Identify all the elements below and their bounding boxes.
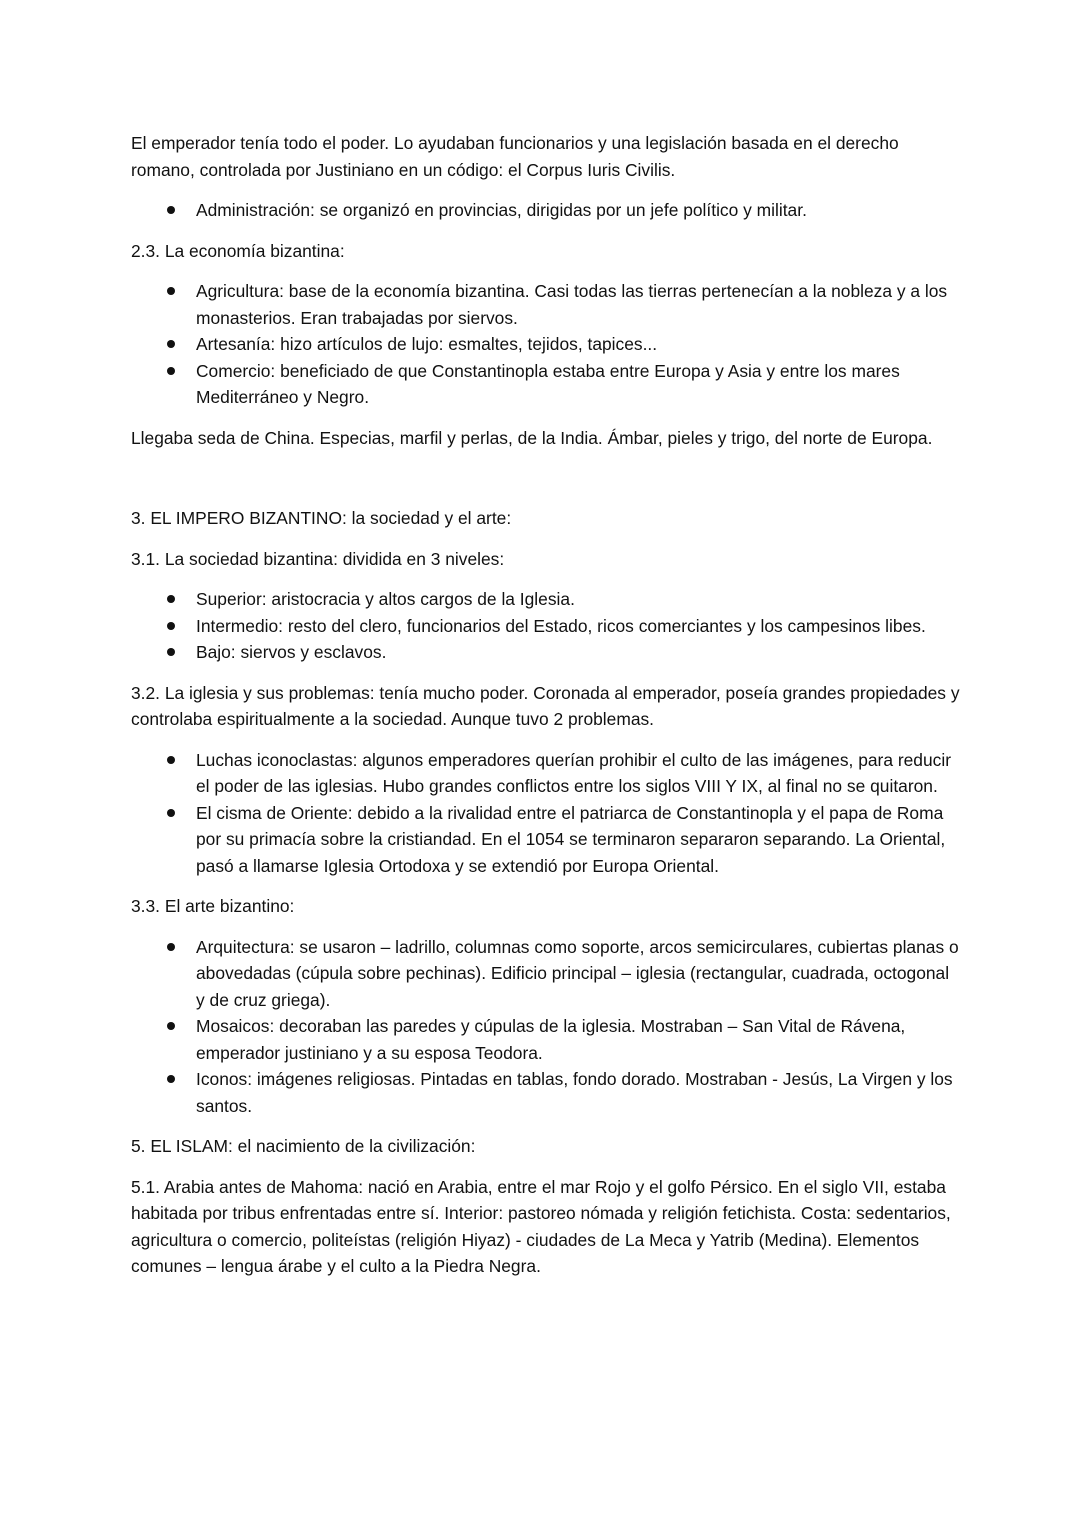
bullet-icon (167, 206, 175, 214)
paragraph: El emperador tenía todo el poder. Lo ayudaban funcionarios y una legislación basada en el derecho romano, controlada por Justiniano en un código: el Corpus Iuris Civilis. (131, 133, 899, 180)
paragraph: 3.3. El arte bizantino: (131, 896, 295, 916)
list-item (131, 639, 961, 666)
list-item (131, 331, 961, 358)
list-item-text: Mosaicos: decoraban las paredes y cúpulas de la iglesia. Mostraban – San Vital de Rávena, emperador justiniano y a su esposa Teodora. (196, 1016, 906, 1063)
bullet-list (131, 197, 961, 224)
bullet-icon (167, 367, 175, 375)
paragraph: 3. EL IMPERO BIZANTINO: la sociedad y el arte: (131, 508, 512, 528)
bullet-list (131, 747, 961, 880)
paragraph: 5.1. Arabia antes de Mahoma: nació en Arabia, entre el mar Rojo y el golfo Pérsico. En el siglo VII, estaba habitada por tribus enfrentadas entre sí. Interior: pastoreo nómada y religión fetichista. Costa: sedentarios, agricultura o comercio, politeístas (religión Hiyaz) - ciudades de La Meca y Yatrib (Medina). Elementos comunes – lengua árabe y el culto a la Piedra Negra. (131, 1176, 951, 1276)
list-item-text: Agricultura: base de la economía bizantina. Casi todas las tierras pertenecían a la nobleza y a los monasterios. Eran trabajadas por siervos. (196, 281, 948, 328)
paragraph: 3.1. La sociedad bizantina: dividida en 3 niveles: (131, 548, 505, 569)
bullet-list (131, 586, 961, 666)
list-item (131, 1013, 961, 1066)
list-item-text: Iconos: imágenes religiosas. Pintadas en tablas, fondo dorado. Mostraban - Jesús, La Virgen y los santos. (196, 1069, 953, 1116)
list-item-text: Bajo: siervos y esclavos. (196, 642, 387, 662)
list-item (131, 747, 961, 800)
list-item-text: Artesanía: hizo artículos de lujo: esmaltes, tejidos, tapices... (196, 334, 658, 354)
list-item (131, 1066, 961, 1119)
list-item (131, 800, 961, 880)
list-item-text: Arquitectura: se usaron – ladrillo, columnas como soporte, arcos semicirculares, cubiertas planas o abovedadas (cúpula sobre pechinas). Edificio principal – iglesia (rectangular, cuadrada, octogonal y de cruz griega). (196, 936, 959, 1010)
list-item (131, 278, 961, 331)
list-item-text: Superior: aristocracia y altos cargos de la Iglesia. (196, 589, 575, 609)
bullet-icon (167, 648, 175, 656)
list-item (131, 934, 961, 1014)
bullet-icon (167, 943, 175, 951)
list-item-text: El cisma de Oriente: debido a la rivalidad entre el patriarca de Constantinopla y el papa de Roma por su primacía sobre la cristiandad. En el 1054 se terminaron separaron separando. La Oriental, pasó a llamarse Iglesia Ortodoxa y se extendió por Europa Oriental. (196, 802, 946, 876)
bullet-icon (167, 595, 175, 603)
list-item (131, 197, 961, 224)
bullet-list (131, 278, 961, 411)
list-item-text: Comercio: beneficiado de que Constantinopla estaba entre Europa y Asia y entre los mares Mediterráneo y Negro. (196, 360, 900, 407)
document-body (131, 130, 961, 1280)
list-item (131, 613, 961, 640)
bullet-icon (167, 756, 175, 764)
list-item-text: Administración: se organizó en provincias, dirigidas por un jefe político y militar. (196, 200, 807, 220)
bullet-icon (167, 622, 175, 630)
list-item (131, 586, 961, 613)
list-item-text: Luchas iconoclastas: algunos emperadores querían prohibir el culto de las imágenes, para reducir el poder de las iglesias. Hubo grandes conflictos entre los siglos VIII Y IX, al final no se quitaron. (196, 749, 951, 796)
bullet-icon (167, 340, 175, 348)
list-item (131, 358, 961, 411)
list-item-text: Intermedio: resto del clero, funcionarios del Estado, ricos comerciantes y los campesinos libes. (196, 615, 926, 636)
paragraph: 5. EL ISLAM: el nacimiento de la civilización: (131, 1136, 476, 1156)
bullet-icon (167, 1022, 175, 1030)
bullet-icon (167, 809, 175, 817)
paragraph: 3.2. La iglesia y sus problemas: tenía mucho poder. Coronada al emperador, poseía grandes propiedades y controlaba espiritualmente a la sociedad. Aunque tuvo 2 problemas. (131, 682, 960, 729)
bullet-icon (167, 287, 175, 295)
bullet-list (131, 934, 961, 1120)
paragraph: Llegaba seda de China. Especias, marfil y perlas, de la India. Ámbar, pieles y trigo, del norte de Europa. (131, 427, 933, 448)
paragraph: 2.3. La economía bizantina: (131, 240, 345, 261)
bullet-icon (167, 1075, 175, 1083)
